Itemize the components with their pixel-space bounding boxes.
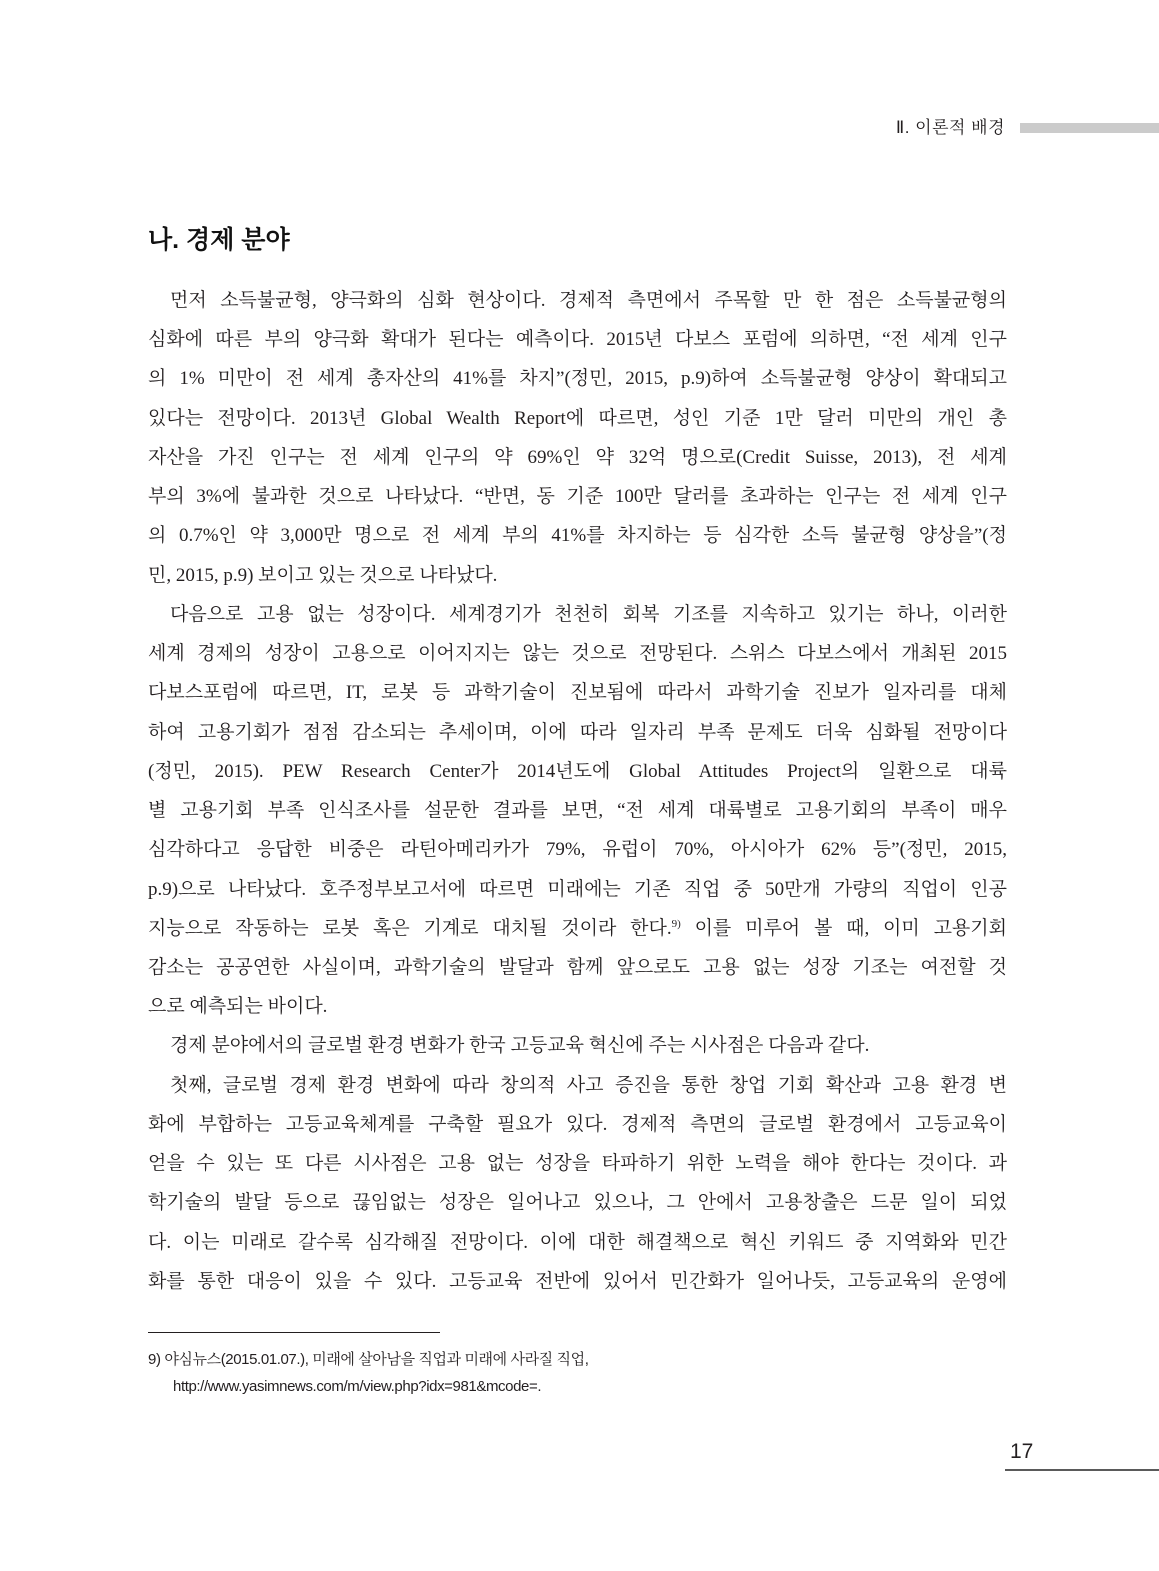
text-segment: 지능으로 작동하는 로봇 혹은 기계로 대치될 것이라 한다.	[148, 917, 672, 939]
text-line: 부의 3%에 불과한 것으로 나타났다. “반면, 동 기준 100만 달러를 초과하는 인구는 전 세계 인구	[148, 486, 1007, 508]
footnote-source: 야심뉴스(2015.01.07.), 미래에 살아남을 직업과 미래에 사라질 직업,	[164, 1351, 589, 1368]
text-line: 세계 경제의 성장이 고용으로 이어지지는 않는 것으로 전망된다. 스위스 다보스에서 개최된 2015	[148, 643, 1007, 665]
page-number-rule	[1005, 1469, 1159, 1471]
text-line: 의 1% 미만이 전 세계 총자산의 41%를 차지”(정민, 2015, p.9)하여 소득불균형 양상이 확대되고	[148, 368, 1007, 390]
footnote	[148, 1346, 848, 1400]
text-line: 심각하다고 응답한 비중은 라틴아메리카가 79%, 유럽이 70%, 아시아가 62% 등”(정민, 2015,	[148, 839, 1007, 861]
header-bar	[1020, 123, 1159, 133]
chapter-header: Ⅱ. 이론적 배경	[895, 118, 1005, 137]
footnote-line	[148, 1346, 848, 1373]
text-line: 학기술의 발달 등으로 끊임없는 성장은 일어나고 있으나, 그 안에서 고용창출은 드문 일이 되었	[148, 1192, 1007, 1214]
text-line: 심화에 따른 부의 양극화 확대가 된다는 예측이다. 2015년 다보스 포럼에 의하면, “전 세계 인구	[148, 329, 1007, 351]
text-line: 경제 분야에서의 글로벌 환경 변화가 한국 고등교육 혁신에 주는 시사점은 다음과 같다.	[170, 1035, 870, 1057]
body-text	[148, 281, 1007, 1301]
section-title: 나. 경제 분야	[148, 226, 290, 254]
text-line-with-footnote-ref	[148, 909, 1007, 948]
paragraph-1	[148, 281, 1007, 595]
footnote-url: http://www.yasimnews.com/m/view.php?idx=981&mcode=.	[173, 1378, 542, 1395]
text-line: 자산을 가진 인구는 전 세계 인구의 약 69%인 약 32억 명으로(Credit Suisse, 2013), 전 세계	[148, 446, 1007, 468]
text-line: 하여 고용기회가 점점 감소되는 추세이며, 이에 따라 일자리 부족 문제도 더욱 심화될 전망이다	[148, 721, 1007, 743]
footnote-separator	[148, 1332, 440, 1333]
paragraph-3	[148, 1026, 1007, 1065]
text-line: 다. 이는 미래로 갈수록 심각해질 전망이다. 이에 대한 해결책으로 혁신 키워드 중 지역화와 민간	[148, 1231, 1007, 1253]
text-segment: 이를 미루어 볼 때, 이미 고용기회	[680, 917, 1007, 939]
text-line: 다음으로 고용 없는 성장이다. 세계경기가 천천히 회복 기조를 지속하고 있기는 하나, 이러한	[170, 603, 1007, 625]
text-line: 화를 통한 대응이 있을 수 있다. 고등교육 전반에 있어서 민간화가 일어나듯, 고등교육의 운영에	[148, 1270, 1007, 1292]
text-line: 먼저 소득불균형, 양극화의 심화 현상이다. 경제적 측면에서 주목할 만 한 점은 소득불균형의	[170, 290, 1007, 311]
text-line: 얻을 수 있는 또 다른 시사점은 고용 없는 성장을 타파하기 위한 노력을 해야 한다는 것이다. 과	[148, 1153, 1007, 1175]
text-line: 감소는 공공연한 사실이며, 과학기술의 발달과 함께 앞으로도 고용 없는 성장 기조는 여전할 것	[148, 956, 1007, 978]
paragraph-2	[148, 595, 1007, 1027]
text-line: 으로 예측되는 바이다.	[148, 996, 328, 1018]
text-line: 첫째, 글로벌 경제 환경 변화에 따라 창의적 사고 증진을 통한 창업 기회 확산과 고용 환경 변	[170, 1074, 1007, 1096]
text-line: 별 고용기회 부족 인식조사를 설문한 결과를 보면, “전 세계 대륙별로 고용기회의 부족이 매우	[148, 800, 1007, 822]
text-line: 다보스포럼에 따르면, IT, 로봇 등 과학기술이 진보됨에 따라서 과학기술 진보가 일자리를 대체	[148, 682, 1007, 704]
text-line: p.9)으로 나타났다. 호주정부보고서에 따르면 미래에는 기존 직업 중 50만개 가량의 직업이 인공	[148, 878, 1007, 900]
text-line: (정민, 2015). PEW Research Center가 2014년도에 Global Attitudes Project의 일환으로 대륙	[148, 760, 1007, 782]
text-line: 있다는 전망이다. 2013년 Global Wealth Report에 따르면, 성인 기준 1만 달러 미만의 개인 총	[148, 407, 1007, 429]
footnote-marker: 9)	[148, 1351, 161, 1368]
text-line: 민, 2015, p.9) 보이고 있는 것으로 나타났다.	[148, 564, 498, 586]
text-line: 화에 부합하는 고등교육체계를 구축할 필요가 있다. 경제적 측면의 글로벌 환경에서 고등교육이	[148, 1113, 1007, 1135]
paragraph-4	[148, 1066, 1007, 1301]
footnote-reference: 9)	[671, 917, 681, 930]
text-line: 의 0.7%인 약 3,000만 명으로 전 세계 부의 41%를 차지하는 등 심각한 소득 불균형 양상을”(정	[148, 525, 1007, 547]
page-number: 17	[1010, 1440, 1034, 1463]
